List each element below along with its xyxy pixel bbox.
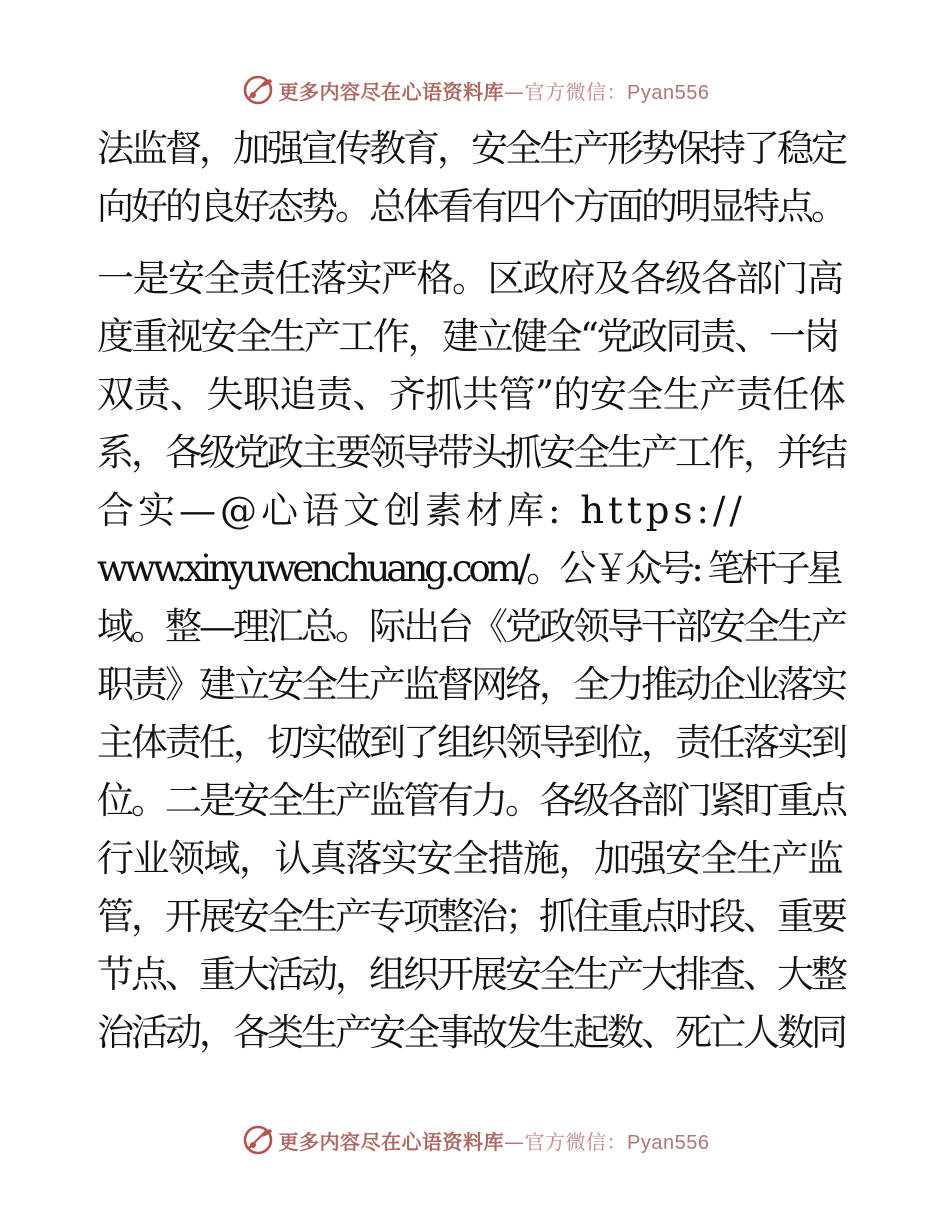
watermark-dash: — xyxy=(504,1129,525,1154)
watermark-text xyxy=(279,76,710,105)
body-line-12: 位。二是安全生产监管有力。各级各部门紧盯重点 xyxy=(97,779,845,822)
body-line-3: 一是安全责任落实严格。区政府及各级各部门高 xyxy=(97,257,843,300)
quill-logo-icon xyxy=(241,73,275,107)
body-line-16: 治活动，各类生产安全事故发生起数、死亡人数同 xyxy=(97,1011,845,1054)
body-line-14: 管，开展安全生产专项整治；抓住重点时段、重要 xyxy=(97,895,845,938)
watermark-header xyxy=(0,70,950,110)
body-line-15: 节点、重大活动，组织开展安全生产大排查、大整 xyxy=(97,953,845,996)
watermark-wechat-id: Pyan556 xyxy=(627,1131,710,1154)
body-line-4: 度重视安全生产工作，建立健全“党政同责、一岗 xyxy=(97,315,838,358)
watermark-lead: 更多内容尽在心语资料库 xyxy=(278,79,505,104)
body-line-13: 行业领域，认真落实安全措施，加强安全生产监 xyxy=(97,837,843,880)
quill-logo-icon xyxy=(241,1123,275,1157)
body-line-10: 职责》建立安全生产监督网络，全力推动企业落实 xyxy=(97,663,845,706)
watermark-footer xyxy=(0,1120,950,1160)
body-line-9: 域。整—理汇总。际出台《党政领导干部安全生产 xyxy=(97,605,845,648)
watermark-lead: 更多内容尽在心语资料库 xyxy=(278,1129,505,1154)
body-line-11: 主体责任，切实做到了组织领导到位，责任落实到 xyxy=(97,721,845,764)
body-line-6: 系，各级党政主要领导带头抓安全生产工作，并结 xyxy=(97,431,845,474)
watermark-dash: — xyxy=(504,79,525,104)
watermark-wechat-id: Pyan556 xyxy=(627,81,710,104)
body-line-5: 双责、失职追责、齐抓共管”的安全生产责任体 xyxy=(97,373,846,416)
watermark-wechat-label: 官方微信： xyxy=(524,79,628,104)
body-line-2: 向好的良好态势。总体看有四个方面的明显特点。 xyxy=(97,185,845,228)
body-line-1: 法监督，加强宣传教育，安全生产形势保持了稳定 xyxy=(97,127,845,170)
watermark-text xyxy=(279,1126,710,1155)
body-line-7: 合实—@心语文创素材库: https:// xyxy=(97,489,746,532)
body-line-8: www.xinyuwenchuang.com/。公￥众号: 笔杆子星 xyxy=(97,547,840,590)
watermark-wechat-label: 官方微信： xyxy=(524,1129,628,1154)
